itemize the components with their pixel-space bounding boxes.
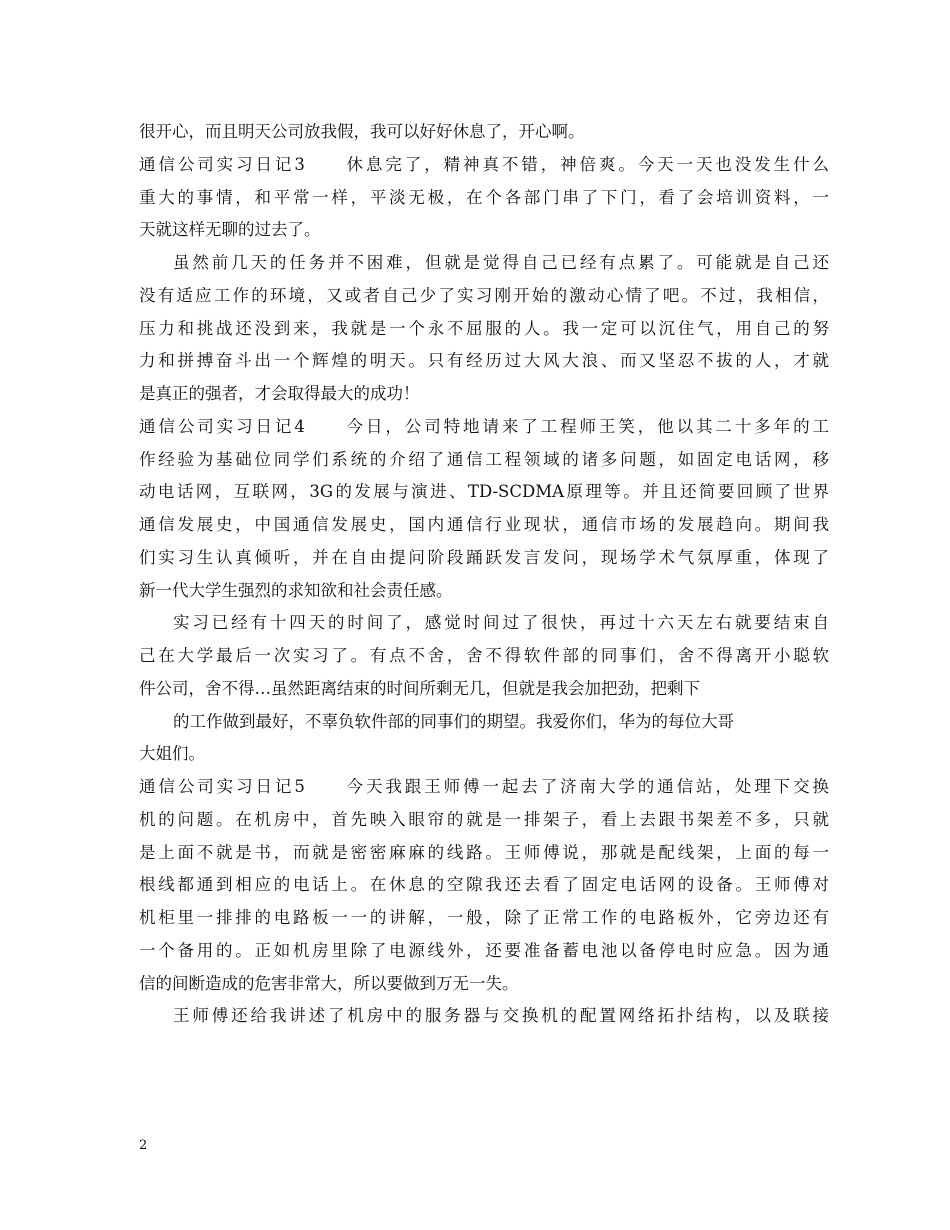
text-line: 通信发展史，中国通信发展史，国内通信行业现状，通信市场的发展趋向。期间我: [139, 515, 829, 534]
text-line: 是真正的强者，才会取得最大的成功！: [139, 384, 420, 403]
page-number: 2: [139, 1138, 148, 1153]
text-line: 天就这样无聊的过去了。: [139, 220, 321, 240]
text-line: 一个备用的。正如机房里除了电源线外，还要准备蓄电池以备停电时应急。因为通: [139, 940, 829, 960]
text-line: 是上面不就是书，而就是密密麻麻的线路。王师傅说，那就是配线架，上面的每一: [139, 842, 829, 862]
text-line: 新一代大学生强烈的求知欲和社会责任感。: [139, 580, 453, 600]
text-line: 重大的事情，和平常一样，平淡无极，在个各部门串了下门，看了会培训资料，一: [139, 187, 829, 207]
text-line: 的工作做到最好，不辜负软件部的同事们的期望。我爱你们，华为的每位大哥: [173, 711, 734, 731]
text-line: 王师傅还给我讲述了机房中的服务器与交换机的配置网络拓扑结构，以及联接: [173, 1006, 829, 1026]
diary-heading-line: 通信公司实习日记5 今天我跟王师傅一起去了济南大学的通信站，处理下交换: [139, 777, 829, 796]
text-line: 信的间断造成的危害非常大，所以要做到万无一失。: [139, 973, 519, 993]
text-line: 虽然前几天的任务并不困难，但就是觉得自己已经有点累了。可能就是自己还: [173, 253, 829, 272]
text-line: 机柜里一排排的电路板一一的讲解，一般，除了正常工作的电路板外，它旁边还有: [139, 908, 829, 927]
text-line: 己在大学最后一次实习了。有点不舍，舍不得软件部的同事们，舍不得离开小聪软: [139, 646, 829, 665]
text-line: 很开心，而且明天公司放我假，我可以好好休息了，开心啊。: [139, 122, 585, 141]
text-line: 根线都通到相应的电话上。在休息的空隙我还去看了固定电话网的设备。王师傅对: [139, 875, 829, 895]
text-line: 件公司，舍不得…虽然距离结束的时间所剩无几，但就是我会加把劲，把剩下: [139, 678, 700, 698]
text-line: 动电话网，互联网，3G的发展与演进、TD-SCDMA原理等。并且还简要回顾了世界: [139, 482, 829, 502]
text-line: 没有适应工作的环境，又或者自己少了实习刚开始的激动心情了吧。不过，我相信，: [139, 285, 829, 305]
text-line: 大姐们。: [139, 744, 205, 764]
document-body: [139, 116, 829, 1033]
diary-heading-line: 通信公司实习日记4 今日，公司特地请来了工程师王笑，他以其二十多年的工: [139, 416, 829, 436]
text-line: 作经验为基础位同学们系统的介绍了通信工程领域的诸多问题，如固定电话网，移: [139, 449, 829, 469]
text-line: 们实习生认真倾听，并在自由提问阶段踊跃发言发问，现场学术气氛厚重，体现了: [139, 547, 829, 567]
text-line: 压力和挑战还没到来，我就是一个永不屈服的人。我一定可以沉住气，用自己的努: [139, 318, 829, 338]
text-line: 力和拼搏奋斗出一个辉煌的明天。只有经历过大风大浪、而又坚忍不拔的人，才就: [139, 351, 829, 371]
diary-heading-line: 通信公司实习日记3 休息完了，精神真不错，神倍爽。今天一天也没发生什么: [139, 154, 829, 174]
text-line: 机的问题。在机房中，首先映入眼帘的就是一排架子，看上去跟书架差不多，只就: [139, 809, 829, 829]
text-line: 实习已经有十四天的时间了，感觉时间过了很快，再过十六天左右就要结束自: [173, 613, 829, 633]
